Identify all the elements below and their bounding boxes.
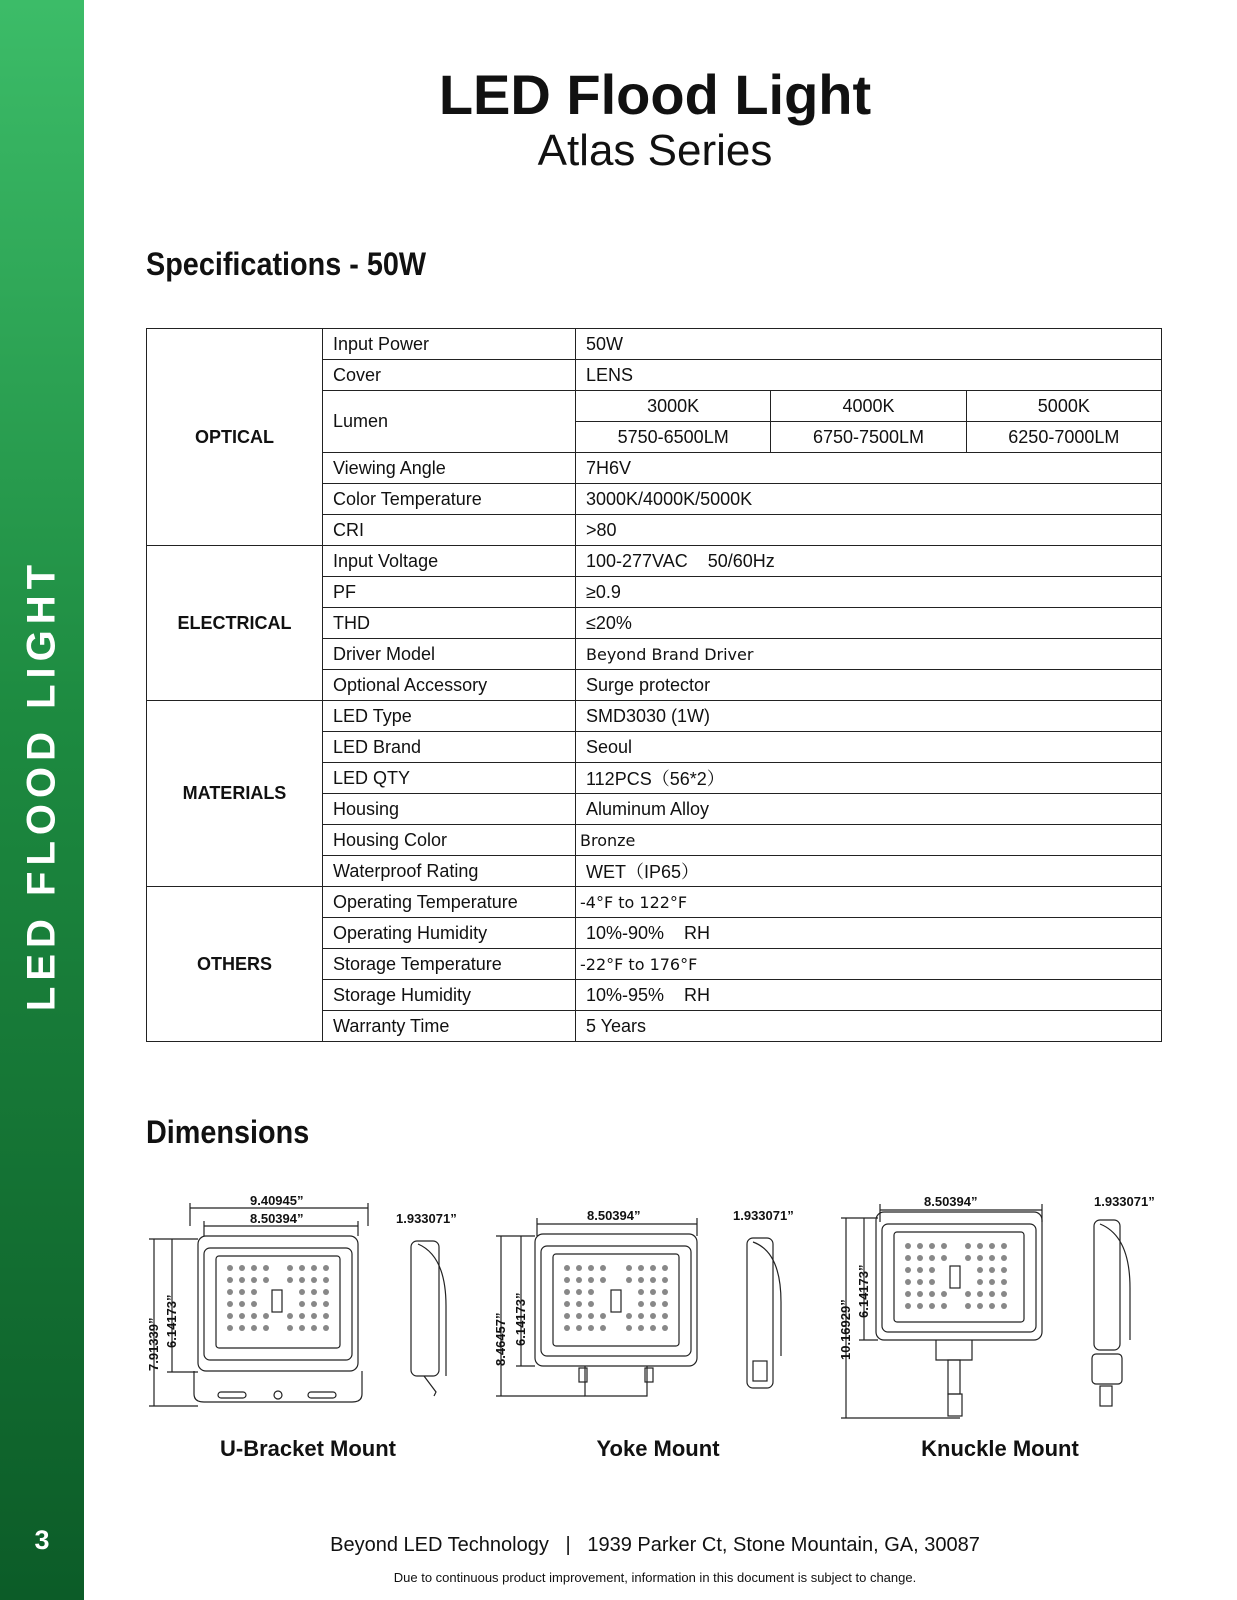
category-materials: MATERIALS xyxy=(147,701,323,887)
caption-yoke: Yoke Mount xyxy=(596,1436,720,1461)
knuckle-width: 8.50394” xyxy=(924,1194,978,1209)
specifications-heading: Specifications - 50W xyxy=(146,246,427,282)
spec-value: 7H6V xyxy=(576,453,1162,484)
spec-label: Color Temperature xyxy=(323,484,576,515)
page-title: LED Flood Light xyxy=(438,63,872,126)
spec-value: Bronze xyxy=(576,825,1162,856)
lumen-value: 5750-6500LM xyxy=(576,422,771,453)
page-number: 3 xyxy=(34,1525,50,1555)
spec-label: Waterproof Rating xyxy=(323,856,576,887)
spec-label: Cover xyxy=(323,360,576,391)
spec-label: LED Brand xyxy=(323,732,576,763)
spec-value: 10%-90% RH xyxy=(576,918,1162,949)
spec-label: Viewing Angle xyxy=(323,453,576,484)
spec-value: ≥0.9 xyxy=(576,577,1162,608)
spec-value: LENS xyxy=(576,360,1162,391)
spec-value: -4°F to 122°F xyxy=(576,887,1162,918)
page-subtitle: Atlas Series xyxy=(537,126,773,175)
knuckle-depth: 1.933071” xyxy=(1094,1194,1155,1209)
table-row xyxy=(147,329,1162,360)
spec-value: 5 Years xyxy=(576,1011,1162,1042)
knuckle-height-outer: 10.16929” xyxy=(838,1299,853,1360)
spec-label: Driver Model xyxy=(323,639,576,670)
spec-value: >80 xyxy=(576,515,1162,546)
u-height-inner: 6.14173” xyxy=(164,1294,179,1348)
u-width-outer: 9.40945” xyxy=(250,1193,304,1208)
u-width-inner: 8.50394” xyxy=(250,1211,304,1226)
spec-value: Aluminum Alloy xyxy=(576,794,1162,825)
spec-label: Operating Humidity xyxy=(323,918,576,949)
yoke-depth: 1.933071” xyxy=(733,1208,794,1223)
spec-label: Storage Temperature xyxy=(323,949,576,980)
category-others: OTHERS xyxy=(147,887,323,1042)
lumen-cct: 4000K xyxy=(771,391,966,422)
spec-value: WET（IP65） xyxy=(576,856,1162,887)
yoke-height-inner: 6.14173” xyxy=(513,1292,528,1346)
yoke-width: 8.50394” xyxy=(587,1208,641,1223)
spec-value: Beyond Brand Driver xyxy=(576,639,1162,670)
spec-value: ≤20% xyxy=(576,608,1162,639)
yoke-diagram xyxy=(495,1196,825,1418)
yoke-height-outer: 8.46457” xyxy=(493,1312,508,1366)
lumen-value: 6750-7500LM xyxy=(771,422,966,453)
spec-value: 50W xyxy=(576,329,1162,360)
spec-value: -22°F to 176°F xyxy=(576,949,1162,980)
dimensions-heading: Dimensions xyxy=(146,1114,310,1150)
spec-label: LED QTY xyxy=(323,763,576,794)
knuckle-diagram xyxy=(840,1190,1165,1426)
footer-disclaimer: Due to continuous product improvement, information in this document is subject to change. xyxy=(393,1570,917,1585)
spec-label: Housing Color xyxy=(323,825,576,856)
spec-label: THD xyxy=(323,608,576,639)
u-depth: 1.933071” xyxy=(396,1211,457,1226)
table-row xyxy=(147,701,1162,732)
lumen-value: 6250-7000LM xyxy=(966,422,1161,453)
u-height-outer: 7.91339” xyxy=(146,1317,161,1371)
sidebar xyxy=(0,0,84,1600)
spec-label: LED Type xyxy=(323,701,576,732)
spec-label: Optional Accessory xyxy=(323,670,576,701)
spec-label: PF xyxy=(323,577,576,608)
spec-label: Operating Temperature xyxy=(323,887,576,918)
spec-label: Input Power xyxy=(323,329,576,360)
caption-knuckle: Knuckle Mount xyxy=(921,1436,1079,1461)
knuckle-height-inner: 6.14173” xyxy=(856,1264,871,1318)
spec-label: Storage Humidity xyxy=(323,980,576,1011)
specifications-table xyxy=(146,328,1162,1042)
footer-company: Beyond LED Technology | 1939 Parker Ct, Stone Mountain, GA, 30087 xyxy=(330,1534,980,1556)
table-row xyxy=(147,887,1162,918)
spec-value: 3000K/4000K/5000K xyxy=(576,484,1162,515)
category-optical: OPTICAL xyxy=(147,329,323,546)
table-row xyxy=(147,546,1162,577)
caption-u-bracket: U-Bracket Mount xyxy=(219,1436,396,1461)
category-electrical: ELECTRICAL xyxy=(147,546,323,701)
spec-value: 112PCS（56*2） xyxy=(576,763,1162,794)
spec-label: CRI xyxy=(323,515,576,546)
spec-value: Seoul xyxy=(576,732,1162,763)
lumen-cct: 5000K xyxy=(966,391,1161,422)
spec-value: Surge protector xyxy=(576,670,1162,701)
spec-label: Housing xyxy=(323,794,576,825)
spec-label: Lumen xyxy=(323,391,576,453)
spec-value: SMD3030 (1W) xyxy=(576,701,1162,732)
lumen-cct: 3000K xyxy=(576,391,771,422)
spec-value: 10%-95% RH xyxy=(576,980,1162,1011)
u-bracket-diagram xyxy=(146,1193,486,1418)
spec-label: Warranty Time xyxy=(323,1011,576,1042)
sidebar-label: LED FLOOD LIGHT xyxy=(19,558,64,1012)
spec-value: 100-277VAC 50/60Hz xyxy=(576,546,1162,577)
spec-label: Input Voltage xyxy=(323,546,576,577)
